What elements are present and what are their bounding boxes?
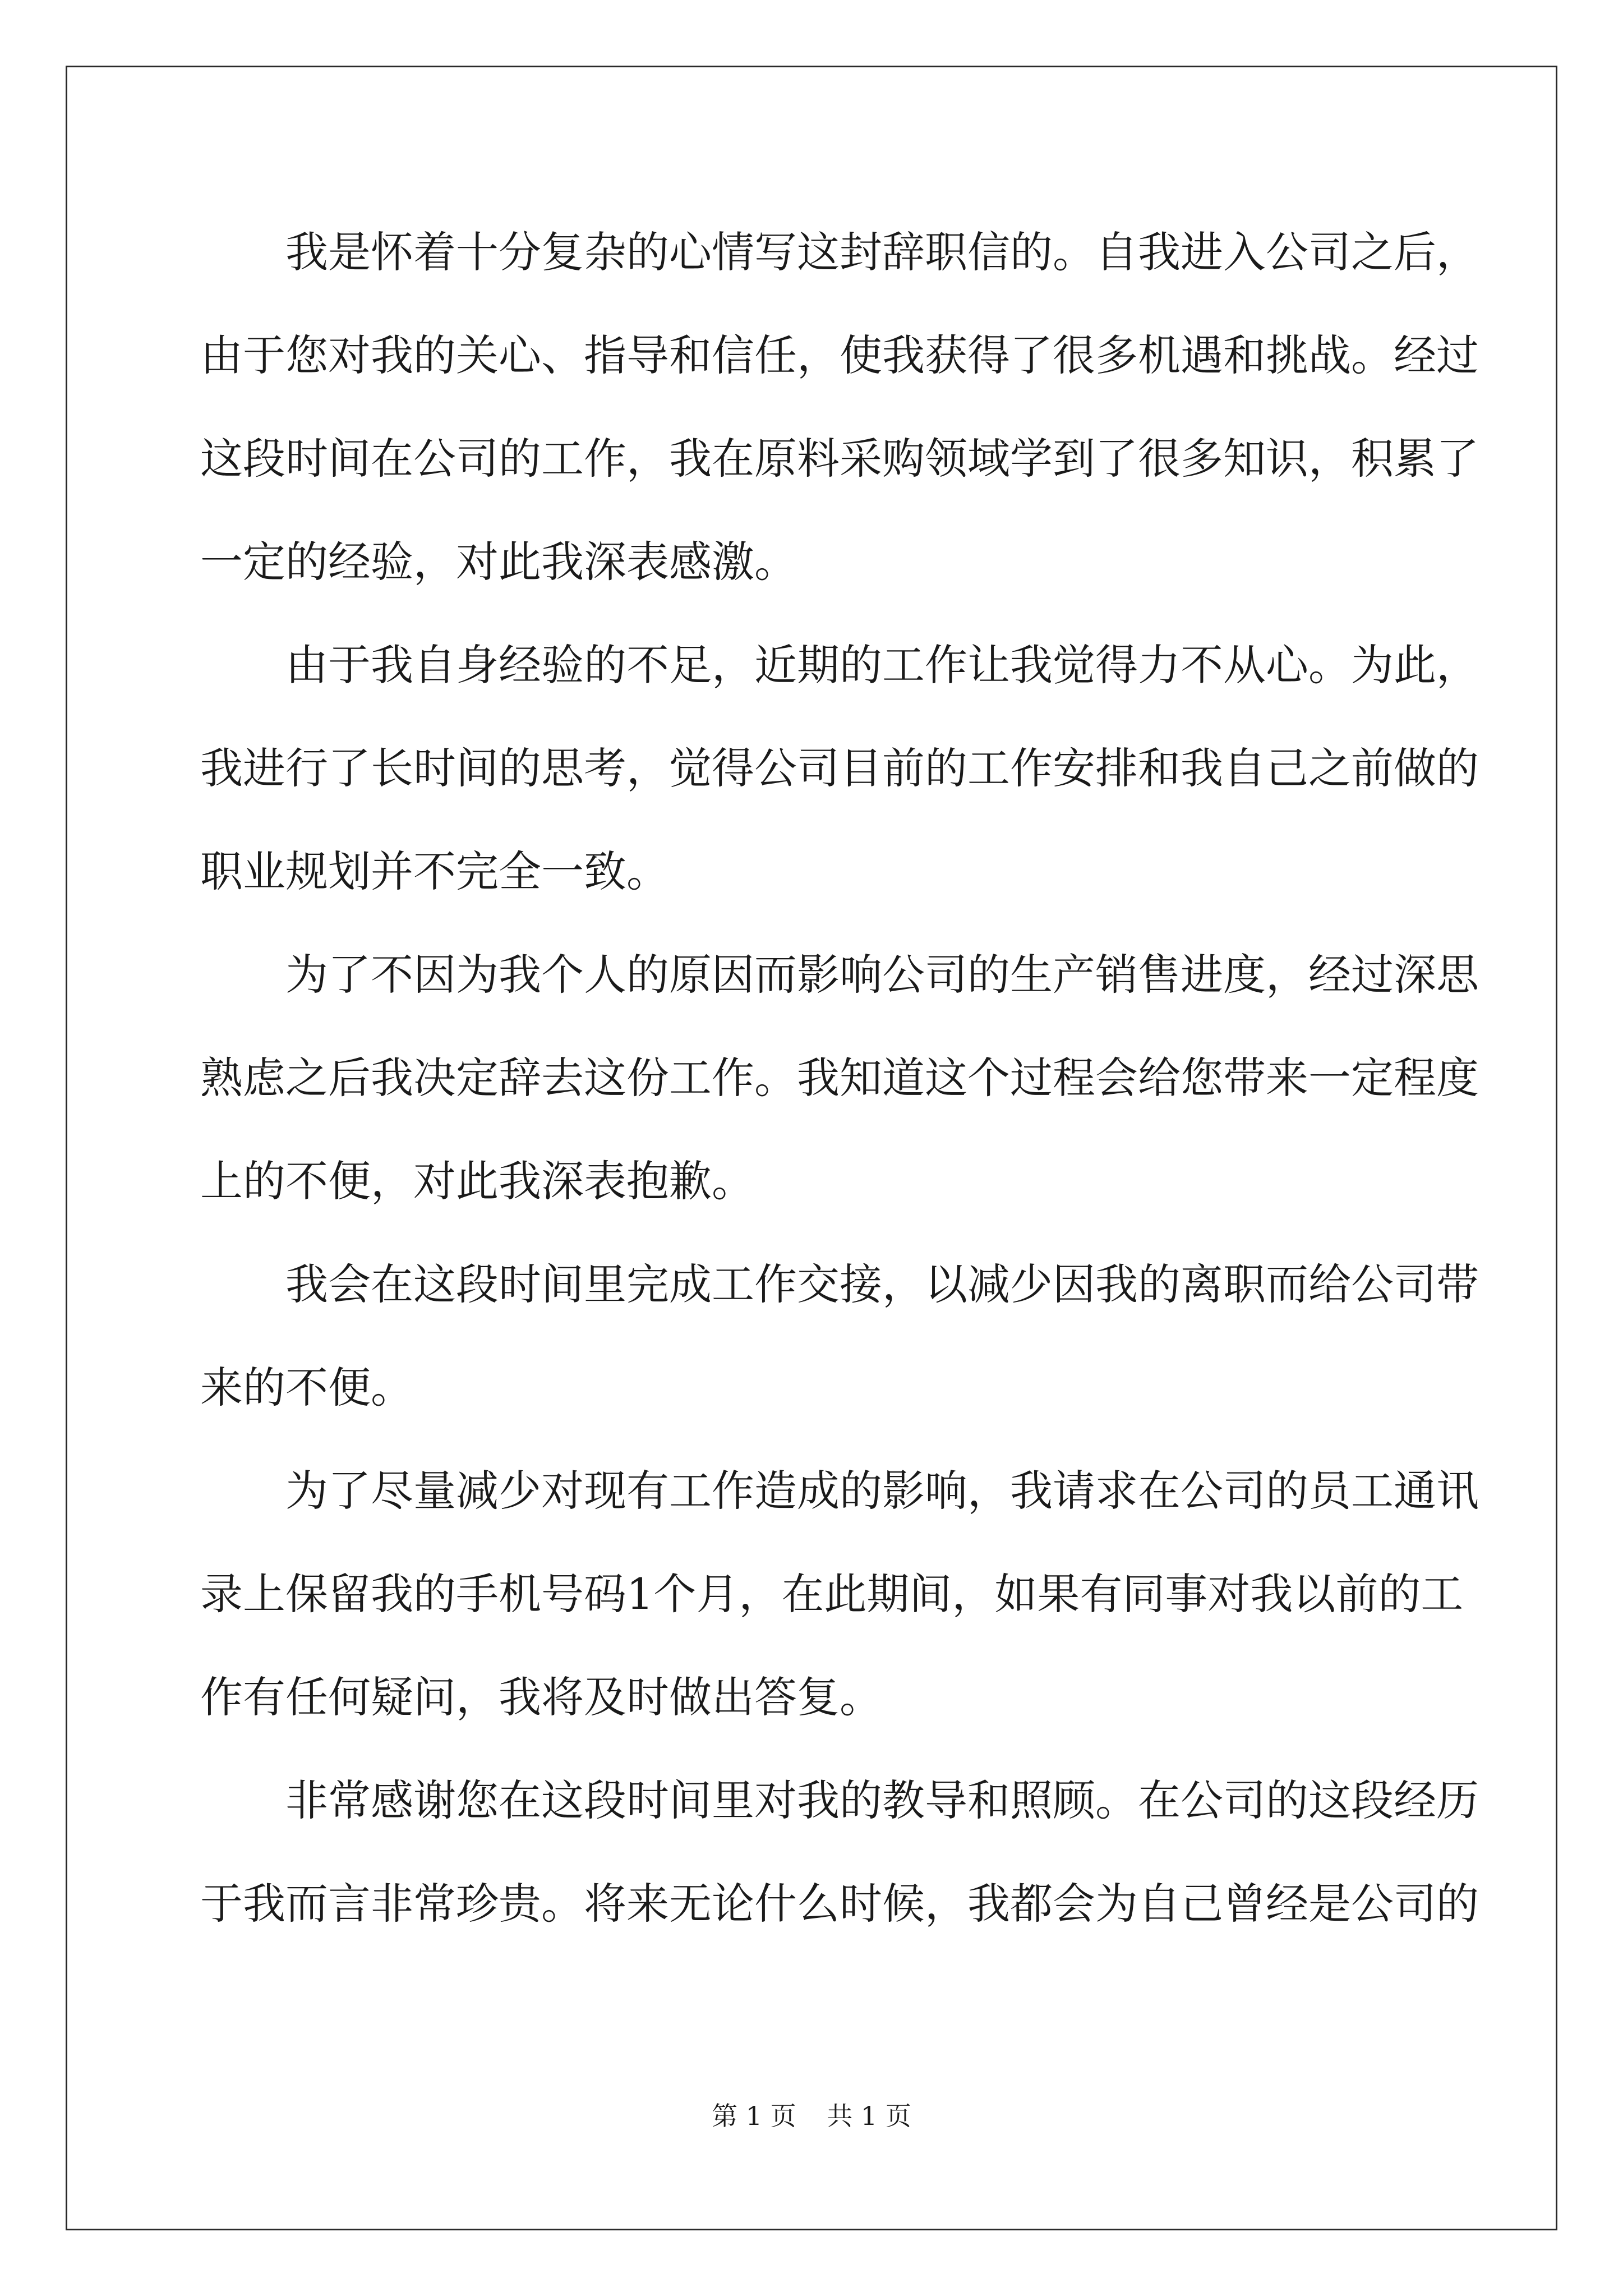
page-number-current: 第 1 页 <box>712 2101 796 2131</box>
text-line: 熟 虑 之 后 我 决 定 辞 去 这 份 工 作 。 我 知 道 这 个 过 程 会 给 您 带 来 一 定 程 度 <box>200 1053 1479 1103</box>
text-line: 来的不便。 <box>200 1363 413 1412</box>
text-line: 由 于 我 自 身 经 验 的 不 足 ， 近 期 的 工 作 让 我 觉 得 力 不 从 心 。 为 此 ， <box>285 640 1479 690</box>
text-line: 这 段 时 间 在 公 司 的 工 作 ， 我 在 原 料 采 购 领 域 学 到 了 很 多 知 识 ， 积 累 了 <box>200 434 1479 484</box>
text-line: 为 了 尽 量 减 少 对 现 有 工 作 造 成 的 影 响 ， 我 请 求 在 公 司 的 员 工 通 讯 <box>285 1466 1479 1516</box>
text-line: 非 常 感 谢 您 在 这 段 时 间 里 对 我 的 教 导 和 照 顾 。 在 公 司 的 这 段 经 历 <box>285 1775 1479 1825</box>
text-line: 录 上 保 留 我 的 手 机 号 码 1 个 月 ， 在 此 期 间 ， 如 果 有 同 事 对 我 以 前 的 工 <box>200 1569 1464 1619</box>
page-number-total: 共 1 页 <box>827 2101 911 2131</box>
text-line: 我 进 行 了 长 时 间 的 思 考 ， 觉 得 公 司 目 前 的 工 作 安 排 和 我 自 己 之 前 做 的 <box>200 743 1479 793</box>
text-line: 我 会 在 这 段 时 间 里 完 成 工 作 交 接 ， 以 减 少 因 我 的 离 职 而 给 公 司 带 <box>285 1259 1479 1309</box>
text-line: 于 我 而 言 非 常 珍 贵 。 将 来 无 论 什 么 时 候 ， 我 都 会 为 自 己 曾 经 是 公 司 的 <box>200 1879 1479 1929</box>
text-line: 为 了 不 因 为 我 个 人 的 原 因 而 影 响 公 司 的 生 产 销 售 进 度 ， 经 过 深 思 <box>285 950 1479 1000</box>
text-line: 职业规划并不完全一致。 <box>200 846 669 896</box>
text-line: 由 于 您 对 我 的 关 心 、 指 导 和 信 任 ， 使 我 获 得 了 很 多 机 遇 和 挑 战 。 经 过 <box>200 330 1479 380</box>
text-line: 我 是 怀 着 十 分 复 杂 的 心 情 写 这 封 辞 职 信 的 。 自 我 进 入 公 司 之 后 ， <box>285 227 1479 277</box>
text-line: 作有任何疑问，我将及时做出答复。 <box>200 1672 882 1722</box>
page-footer <box>0 2099 1623 2133</box>
text-line: 一定的经验，对此我深表感激。 <box>200 537 797 587</box>
text-line: 上的不便，对此我深表抱歉。 <box>200 1156 754 1206</box>
letter-body <box>200 219 1479 1973</box>
